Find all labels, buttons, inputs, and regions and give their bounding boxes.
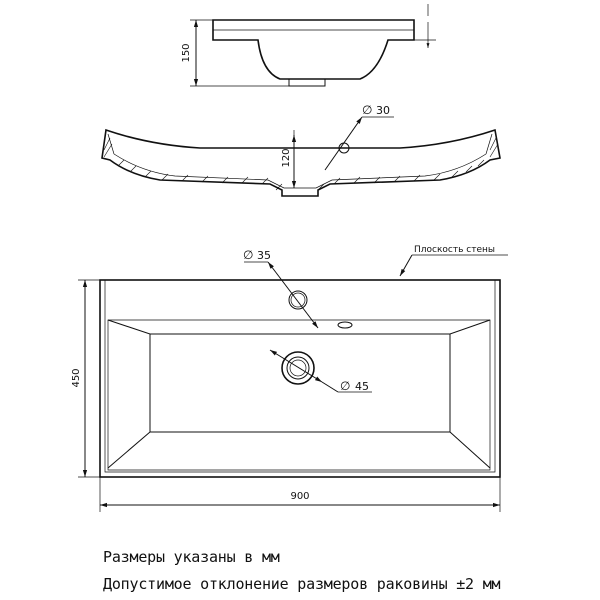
dim-drain-hole-large: 45: [355, 380, 369, 393]
section-hatching: [104, 138, 498, 190]
dim-diameter-symbol-35: ∅: [243, 248, 254, 262]
units-note: Размеры указаны в мм: [103, 548, 280, 566]
dim-plan-depth: 450: [71, 368, 82, 388]
plan-view: [71, 245, 508, 512]
dim-diameter-symbol-45: ∅: [340, 379, 351, 393]
dim-drain-hole-small: 30: [376, 104, 390, 117]
front-section-view: [102, 103, 500, 196]
side-view: [181, 4, 436, 86]
dim-front-height: 120: [281, 148, 292, 168]
tolerance-note: Допустимое отклонение размеров раковины ±2 мм: [103, 575, 501, 593]
dim-plan-width: 900: [290, 491, 310, 502]
dim-side-height: 150: [181, 43, 192, 63]
dim-diameter-symbol-30: ∅: [362, 103, 373, 117]
wall-plane-label: Плоскость стены: [414, 245, 495, 255]
overflow-hole-icon: [338, 322, 352, 328]
dim-faucet-hole: 35: [257, 249, 271, 262]
